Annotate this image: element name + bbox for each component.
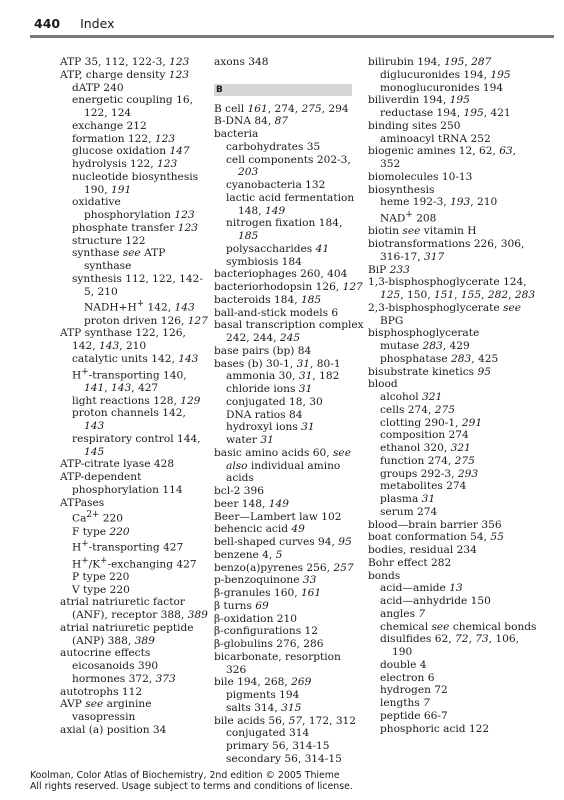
index-subentry: electron 6: [380, 671, 435, 684]
index-subentry: acid—amide 13: [380, 582, 463, 595]
footer-line-2: All rights reserved. Usage subject to terms and conditions of license.: [30, 781, 353, 792]
index-subentry: exchange 212: [72, 119, 147, 132]
index-entry: β-oxidation 210: [214, 612, 297, 625]
index-entry: bacteroids 184, 185: [214, 293, 322, 306]
index-entry: basic amino acids 60, see also individual amino acids: [214, 446, 351, 485]
index-subentry: conjugated 314: [226, 727, 310, 740]
section-title: Index: [80, 16, 115, 31]
index-subentry: formation 122, 123: [72, 132, 176, 145]
index-subentry: proton driven 126, 127: [84, 314, 208, 327]
index-entry: base pairs (bp) 84: [214, 344, 312, 357]
index-entry: B-DNA 84, 87: [214, 115, 289, 128]
index-subentry: cyanobacteria 132: [226, 179, 326, 191]
index-entry: bcl-2 396: [214, 485, 265, 497]
index-entry: bonds: [368, 569, 401, 582]
page-number: 440: [34, 16, 61, 31]
index-entry: bodies, residual 234: [368, 544, 477, 557]
index-subentry: glucose oxidation 147: [72, 145, 190, 158]
index-entry: biogenic amines 12, 62, 63, 352: [368, 145, 517, 170]
footer-line-1: Koolman, Color Atlas of Biochemistry, 2nd edition © 2005 Thieme: [30, 770, 340, 781]
index-subentry: F type 220: [72, 525, 130, 538]
index-subentry: nitrogen fixation 184, 185: [226, 217, 343, 242]
index-subentry: $Ca^{2+}$ 220: [72, 510, 124, 525]
index-subentry: ethanol 320, 321: [380, 442, 471, 455]
index-entry: ATP, charge density 123: [60, 68, 189, 81]
index-subentry: ammonia 30, 31, 182: [226, 370, 340, 383]
index-entry: 2,3-bisphosphoglycerate see BPG: [368, 301, 522, 327]
index-entry: β-configurations 12: [214, 625, 319, 638]
index-subentry: lactic acid fermentation 148, 149: [226, 191, 355, 217]
index-subentry: DNA ratios 84: [226, 408, 303, 421]
index-entry: axial (a) position 34: [60, 723, 167, 736]
index-entry: atrial natriuretic factor (ANF), receptor 388, 389: [60, 596, 208, 622]
index-subentry: H+-transporting 140, 141, 143, 427: [72, 366, 187, 394]
index-entry: biomolecules 10-13: [368, 170, 473, 183]
index-entry: Bohr effect 282: [368, 556, 452, 569]
index-entry: binding sites 250: [368, 119, 461, 132]
index-subentry: mutase 283, 429: [380, 340, 470, 353]
index-subentry: secondary 56, 314-15: [226, 752, 342, 765]
index-subentry: reductase 194, 195, 421: [380, 107, 511, 119]
index-entry: β turns 69: [214, 599, 269, 612]
index-entry: ATP-dependent phosphorylation 114: [60, 471, 183, 496]
index-subentry: disulfides 62, 72, 73, 106, 190: [380, 633, 519, 659]
index-entry: basal transcription complex 242, 244, 245: [214, 319, 364, 344]
index-entry: bases (b) 30-1, 31, 80-1: [214, 357, 341, 370]
index-subentry: phosphatase 283, 425: [380, 352, 499, 365]
index-subentry: serum 274: [380, 505, 438, 518]
index-entry: bacteriorhodopsin 126, 127: [214, 281, 363, 293]
index-subentry: alcohol 321: [380, 391, 443, 404]
index-subentry: phosphate transfer 123: [72, 221, 198, 234]
index-subentry: symbiosis 184: [226, 255, 302, 268]
index-entry: biosynthesis: [368, 183, 435, 196]
index-subentry: monoglucuronides 194: [380, 81, 504, 94]
index-subentry: respiratory control 144, 145: [72, 432, 201, 458]
index-subentry: V type 220: [72, 583, 130, 596]
index-subentry: hydrolysis 122, 123: [72, 158, 178, 170]
index-subentry: cell components 202-3, 203: [226, 153, 351, 179]
index-subentry: H+/K+-exchanging 427: [72, 555, 197, 571]
index-subentry: oxidative phosphorylation 123: [72, 196, 195, 221]
index-subentry: NAD+ 208: [380, 210, 437, 225]
index-subentry: cells 274, 275: [380, 403, 455, 416]
header-rule: [30, 35, 554, 38]
index-subentry: water 31: [226, 434, 274, 446]
index-entry: benzo(a)pyrenes 256, 257: [214, 561, 354, 574]
index-entry: B cell 161, 274, 275, 294: [214, 102, 349, 115]
index-entry: ATP 35, 112, 122-3, 123: [60, 56, 190, 68]
index-subentry: conjugated 18, 30: [226, 395, 323, 408]
index-subentry: groups 292-3, 293: [380, 467, 479, 480]
index-entry: biotransformations 226, 306, 316-17, 317: [368, 238, 525, 263]
index-column-2: [214, 56, 364, 766]
index-subentry: eicosanoids 390: [72, 660, 159, 673]
index-subentry: chloride ions 31: [226, 383, 313, 395]
index-column-1: [60, 56, 208, 737]
index-subentry: peptide 66-7: [380, 709, 448, 722]
index-entry: behencic acid 49: [214, 523, 305, 536]
index-subentry: energetic coupling 16, 122, 124: [72, 94, 193, 119]
index-entry: ATPases: [60, 496, 105, 509]
index-subentry: light reactions 128, 129: [72, 394, 201, 407]
index-entry: bicarbonate, resorption 326: [214, 650, 341, 676]
index-entry: β-globulins 276, 286: [214, 638, 324, 650]
index-entry: 1,3-bisphosphoglycerate 124, 125, 150, 151, 155, 282, 283: [368, 276, 536, 302]
section-letter-header: B: [214, 84, 352, 96]
index-subentry: hydrogen 72: [380, 684, 448, 697]
index-entry: BiP 233: [368, 263, 410, 276]
index-entry: beer 148, 149: [214, 497, 289, 510]
running-header: [34, 16, 115, 31]
index-entry: boat conformation 54, 55: [368, 531, 504, 544]
index-subentry: function 274, 275: [380, 454, 475, 467]
index-subentry: nucleotide biosynthesis 190, 191: [72, 170, 199, 196]
index-subentry: NADH+H+ 142, 143: [84, 299, 195, 314]
index-entry: ball-and-stick models 6: [214, 306, 339, 319]
index-subentry: synthase see ATP synthase: [72, 247, 166, 272]
index-subentry: polysaccharides 41: [226, 242, 330, 255]
index-subentry: double 4: [380, 658, 427, 671]
index-entry: bilirubin 194, 195, 287: [368, 56, 492, 68]
spacer: [214, 69, 364, 82]
index-subentry: hydroxyl ions 31: [226, 421, 315, 434]
index-subentry: pigments 194: [226, 689, 300, 701]
index-subentry: catalytic units 142, 143: [72, 352, 199, 365]
index-subentry: synthesis 112, 122, 142-5, 210: [72, 272, 203, 298]
index-entry: blood—brain barrier 356: [368, 518, 502, 531]
index-subentry: metabolites 274: [380, 480, 467, 493]
copyright-footer: [30, 770, 353, 792]
index-column-3: [368, 56, 538, 735]
index-entry: bisubstrate kinetics 95: [368, 365, 491, 378]
index-entry: bisphosphoglycerate: [368, 327, 480, 340]
index-entry: β-granules 160, 161: [214, 587, 322, 599]
index-subentry: heme 192-3, 193, 210: [380, 196, 498, 209]
index-entry: bell-shaped curves 94, 95: [214, 536, 352, 548]
index-subentry: acid—anhydride 150: [380, 595, 491, 608]
index-entry: autocrine effects: [60, 647, 151, 660]
index-entry: atrial natriuretic peptide (ANP) 388, 389: [60, 621, 194, 647]
index-subentry: diglucuronides 194, 195: [380, 68, 511, 81]
index-entry: axons 348: [214, 56, 269, 68]
index-subentry: carbohydrates 35: [226, 140, 321, 153]
index-subentry: chemical see chemical bonds: [380, 620, 537, 633]
index-entry: autotrophs 112: [60, 685, 143, 698]
index-entry: biotin see vitamin H: [368, 225, 477, 238]
index-entry: ATP synthase 122, 126, 142, 143, 210: [60, 327, 186, 353]
index-subentry: plasma 31: [380, 493, 436, 506]
index-entry: bacteria: [214, 128, 259, 140]
index-subentry: salts 314, 315: [226, 701, 302, 714]
index-subentry: proton channels 142, 143: [72, 407, 186, 433]
index-entry: bile 194, 268, 269: [214, 676, 312, 689]
index-entry: bile acids 56, 57, 172, 312: [214, 714, 357, 727]
index-subentry: P type 220: [72, 570, 130, 583]
index-subentry: clotting 290-1, 291: [380, 416, 483, 429]
index-entry: AVP see arginine vasopressin: [60, 698, 152, 724]
index-subentry: structure 122: [72, 234, 146, 247]
index-subentry: phosphoric acid 122: [380, 722, 490, 735]
index-subentry: primary 56, 314-15: [226, 740, 330, 752]
index-subentry: composition 274: [380, 429, 469, 442]
index-subentry: lengths 7: [380, 697, 430, 710]
index-entry: blood: [368, 378, 398, 391]
index-entry: bacteriophages 260, 404: [214, 268, 348, 281]
index-subentry: hormones 372, 373: [72, 672, 176, 685]
index-subentry: angles 7: [380, 607, 426, 620]
index-entry: ATP-citrate lyase 428: [60, 458, 175, 471]
index-subentry: H+-transporting 427: [72, 539, 184, 554]
index-subentry: aminoacyl tRNA 252: [380, 132, 491, 145]
index-entry: biliverdin 194, 195: [368, 94, 470, 107]
index-entry: benzene 4, 5: [214, 548, 283, 561]
index-entry: Beer—Lambert law 102: [214, 510, 342, 523]
index-subentry: dATP 240: [72, 81, 124, 94]
index-entry: p-benzoquinone 33: [214, 574, 317, 587]
